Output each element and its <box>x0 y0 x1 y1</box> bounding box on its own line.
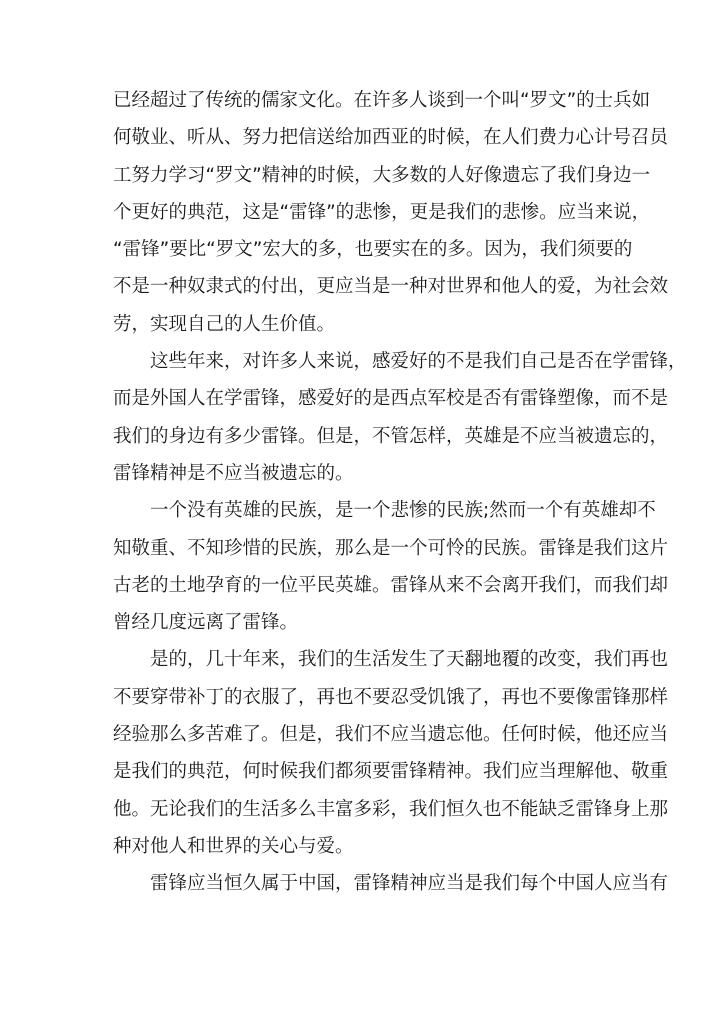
text-line: 何敬业、听从、努力把信送给加西亚的时候，在人们费力心计号召员 <box>113 127 669 149</box>
text-line: 我们的身边有多少雷锋。但是，不管怎样，英雄是不应当被遗忘的， <box>113 425 669 447</box>
text-line: 而是外国人在学雷锋，感爱好的是西点军校是否有雷锋塑像，而不是 <box>113 388 669 410</box>
text-line: 工努力学习“罗文”精神的时候，大多数的人好像遗忘了我们身边一 <box>113 164 651 186</box>
text-line: 他。无论我们的生活多么丰富多彩，我们恒久也不能缺乏雷锋身上那 <box>113 798 669 820</box>
paragraph-4 <box>113 641 669 865</box>
text-line: 不是一种奴隶式的付出，更应当是一种对世界和他人的爱，为社会效 <box>113 276 669 298</box>
text-line: 种对他人和世界的关心与爱。 <box>113 835 354 857</box>
text-line: 是的，几十年来，我们的生活发生了天翻地覆的改变，我们再也 <box>150 649 669 671</box>
text-line: 劳，实现自己的人生价值。 <box>113 313 336 335</box>
paragraph-2 <box>113 343 687 492</box>
document-body <box>113 82 687 903</box>
text-line: 古老的土地孕育的一位平民英雄。雷锋从来不会离开我们，而我们却 <box>113 574 669 596</box>
paragraph-3 <box>113 492 669 641</box>
text-line: 知敬重、不知珍惜的民族，那么是一个可怜的民族。雷锋是我们这片 <box>113 537 669 559</box>
text-line: 雷锋应当恒久属于中国，雷锋精神应当是我们每个中国人应当有 <box>150 873 669 895</box>
text-line: “雷锋”要比“罗文”宏大的多，也要实在的多。因为，我们须要的 <box>113 239 633 261</box>
text-line: 经验那么多苦难了。但是，我们不应当遗忘他。任何时候，他还应当 <box>113 724 669 746</box>
text-line: 不要穿带补丁的衣服了，再也不要忍受饥饿了，再也不要像雷锋那样 <box>113 686 669 708</box>
text-line: 雷锋精神是不应当被遗忘的。 <box>113 462 354 484</box>
paragraph-5 <box>113 865 669 902</box>
text-line: 一个没有英雄的民族，是一个悲惨的民族;然而一个有英雄却不 <box>150 500 656 522</box>
text-line: 已经超过了传统的儒家文化。在许多人谈到一个叫“罗文”的士兵如 <box>113 90 651 111</box>
text-line: 曾经几度远离了雷锋。 <box>113 612 299 634</box>
paragraph-1 <box>113 82 669 343</box>
text-line: 个更好的典范，这是“雷锋”的悲惨，更是我们的悲惨。应当来说， <box>113 201 651 223</box>
text-line: 这些年来，对许多人来说，感爱好的不是我们自己是否在学雷锋， <box>150 351 687 373</box>
text-line: 是我们的典范，何时候我们都须要雷锋精神。我们应当理解他、敬重 <box>113 761 669 783</box>
